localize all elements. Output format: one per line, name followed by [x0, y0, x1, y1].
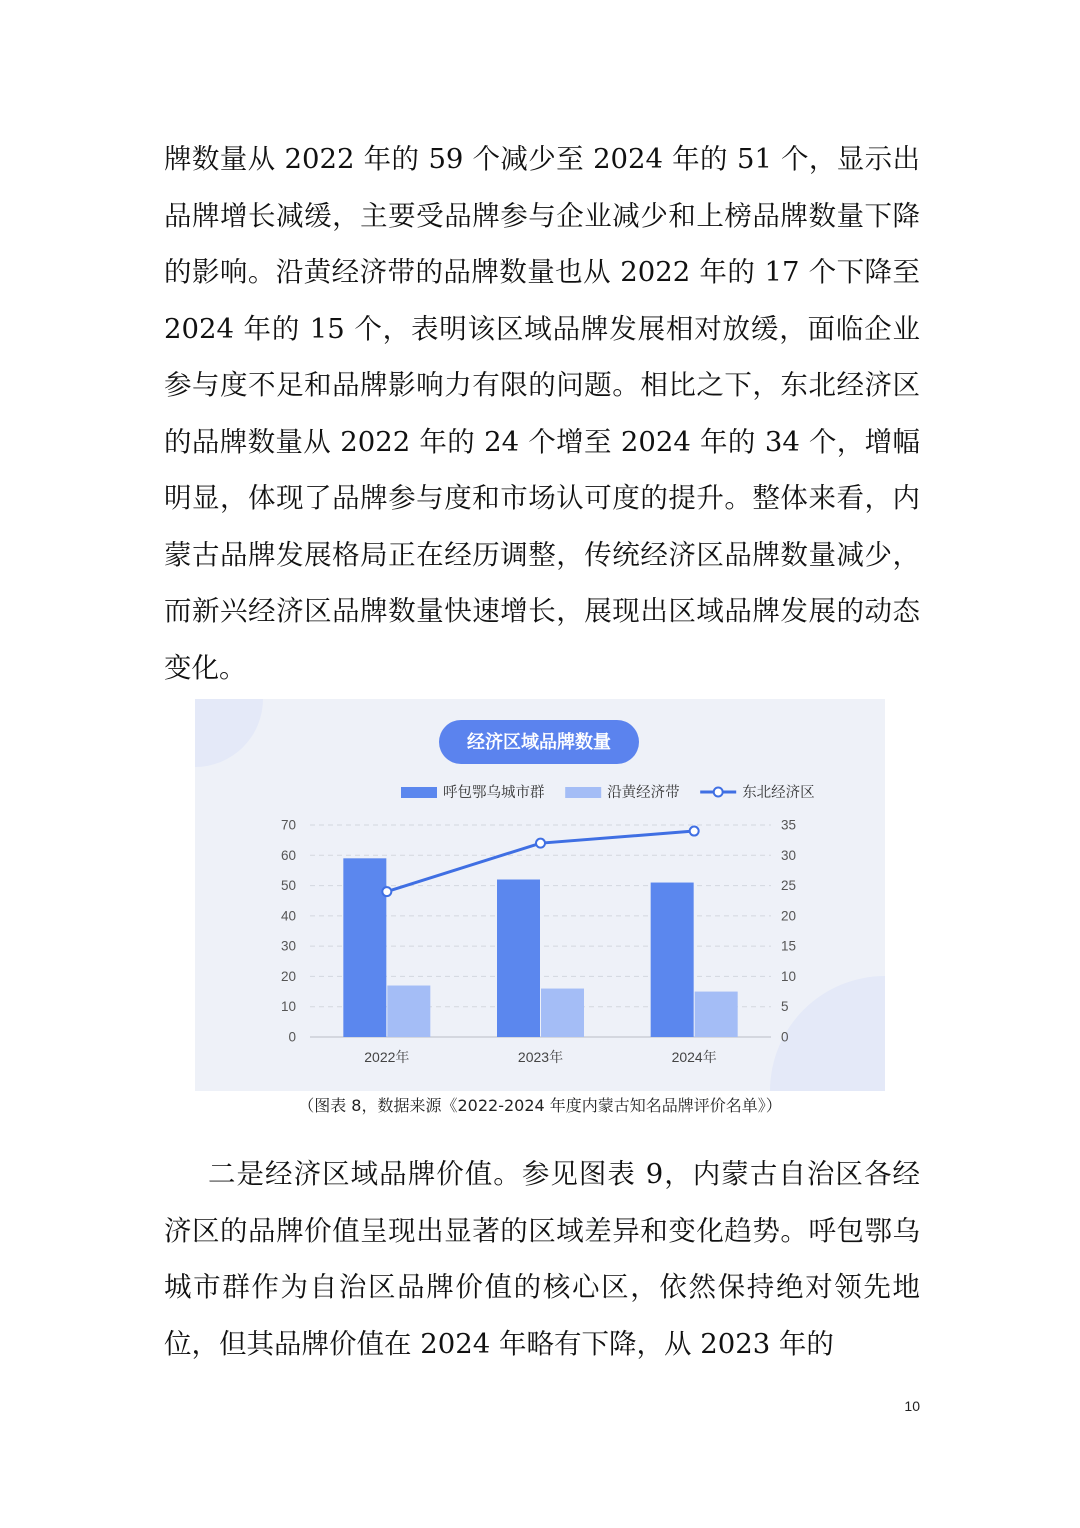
body-paragraph-2: 二是经济区域品牌价值。参见图表 9，内蒙古自治区各经济区的品牌价值呈现出显著的区域差异和变化趋势。呼包鄂乌城市群作为自治区品牌价值的核心区，依然保持绝对领先地位，但其品牌价值在 2024 年略有下降，从 2023 年的: [164, 1158, 920, 1360]
y-right-tick-label: 30: [781, 847, 797, 863]
y-left-tick-label: 30: [280, 938, 296, 954]
y-left-tick-label: 60: [280, 847, 296, 863]
line-point-dongbei: [382, 887, 391, 896]
bar-yanhuang-2023年: [541, 989, 584, 1037]
y-right-tick-label: 10: [781, 968, 797, 984]
chart-container: [195, 699, 885, 1091]
y-left-tick-label: 10: [280, 999, 296, 1015]
chart-title: 经济区域品牌数量: [467, 732, 611, 752]
y-left-tick-label: 50: [280, 878, 296, 894]
legend-label: 东北经济区: [742, 785, 815, 801]
legend-swatch-0: [401, 787, 437, 798]
y-right-tick-label: 0: [781, 1029, 789, 1045]
line-point-dongbei: [690, 827, 699, 836]
figure-caption: （图表 8，数据来源《2022-2024 年度内蒙古知名品牌评价名单》）: [298, 1096, 782, 1115]
legend-swatch-1: [565, 787, 601, 798]
y-left-tick-label: 70: [280, 817, 296, 833]
bar-yanhuang-2022年: [387, 986, 430, 1037]
y-right-tick-label: 25: [781, 878, 797, 894]
brand-count-chart: [195, 699, 885, 1091]
x-tick-label: 2022年: [364, 1049, 410, 1065]
bar-hubaoeewu-2023年: [497, 880, 540, 1037]
bar-hubaoeewu-2022年: [343, 858, 386, 1037]
legend-label: 呼包鄂乌城市群: [443, 785, 545, 801]
x-tick-label: 2023年: [517, 1049, 564, 1065]
y-right-tick-label: 35: [781, 817, 797, 833]
x-tick-label: 2024年: [671, 1049, 717, 1065]
bg-circle-top-left: [195, 699, 263, 767]
line-point-dongbei: [536, 839, 545, 848]
legend-line-marker: [714, 788, 723, 797]
bar-hubaoeewu-2024年: [651, 883, 694, 1037]
y-right-tick-label: 5: [781, 999, 789, 1015]
legend-label: 沿黄经济带: [607, 785, 680, 801]
y-right-tick-label: 20: [781, 908, 797, 924]
body-paragraph: 牌数量从 2022 年的 59 个减少至 2024 年的 51 个，显示出品牌增长减缓，主要受品牌参与企业减少和上榜品牌数量下降的影响。沿黄经济带的品牌数量也从 2022 年的 17 个下降至 2024 年的 15 个，表明该区域品牌发展相对放缓，面临企业参与度不足和品牌影响力有限的问题。相比之下，东北经济区的品牌数量从 2022 年的 24 个增至 2024 年的 34 个，增幅明显，体现了品牌参与度和市场认可度的提升。整体来看，内蒙古品牌发展格局正在经历调整，传统经济区品牌数量减少，而新兴经济区品牌数量快速增长，展现出区域品牌发展的动态变化。: [164, 143, 920, 684]
bar-yanhuang-2024年: [695, 992, 738, 1037]
y-left-tick-label: 0: [288, 1029, 296, 1045]
page-number: 10: [904, 1398, 920, 1414]
y-right-tick-label: 15: [781, 938, 797, 954]
y-left-tick-label: 20: [280, 968, 296, 984]
y-left-tick-label: 40: [280, 908, 296, 924]
